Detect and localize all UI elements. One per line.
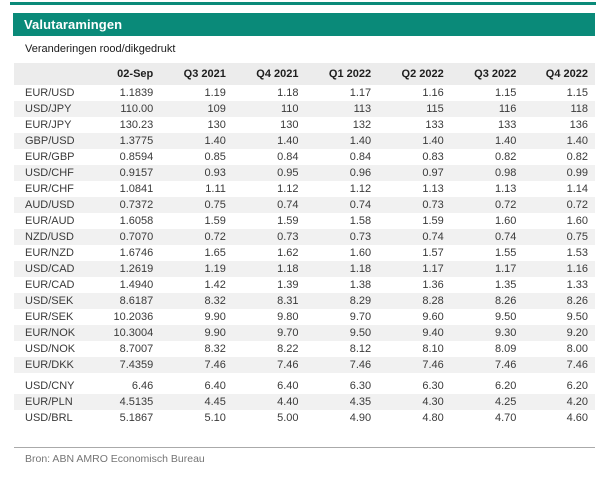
value-cell: 132 [352,119,372,131]
value-cell: 0.74 [232,197,305,213]
value-cell: 1.40 [377,133,450,149]
currency-pair-label: NZD/USD [14,229,87,245]
value-cell: 0.95 [232,165,305,181]
currency-pair-label: USD/CAD [14,261,87,277]
value-cell: 1.60 [494,215,517,227]
value-cell: 0.82 [566,151,588,163]
value-cell: 5.00 [277,412,299,424]
value-cell: 5.1867 [119,412,154,424]
value-cell: 110 [232,101,305,117]
value-cell: 9.70 [349,311,372,323]
table-row [14,325,595,341]
value-cell: 1.39 [277,279,299,291]
value-cell: 1.11 [205,183,226,195]
value-cell: 1.13 [494,183,517,195]
table-row [14,341,595,357]
column-header: Q2 2022 [377,63,450,85]
currency-pair-label: USD/NOK [25,343,76,355]
table-row [14,133,595,149]
value-cell: 7.46 [159,357,232,373]
table-row [14,357,595,373]
value-cell: 0.96 [305,165,378,181]
value-cell: 10.2036 [113,311,154,323]
table-row [14,394,595,410]
value-cell: 0.98 [450,165,523,181]
value-cell: 0.99 [522,165,595,181]
value-cell: 0.73 [377,197,450,213]
value-cell: 1.53 [566,247,588,259]
value-cell: 1.62 [277,247,299,259]
value-cell: 130 [280,119,299,131]
table-row [14,197,595,213]
value-cell: 1.15 [494,87,517,99]
value-cell: 1.36 [422,279,444,291]
currency-pair-label: USD/CHF [14,165,87,181]
table-row [14,277,595,293]
value-cell: 8.00 [566,343,588,355]
value-cell: 1.65 [204,247,226,259]
value-cell: 1.40 [522,133,595,149]
currency-pair-label: EUR/USD [25,87,75,99]
value-cell: 0.73 [305,229,378,245]
value-cell: 8.32 [204,343,226,355]
table-row [14,213,595,229]
value-cell: 1.59 [422,215,444,227]
value-cell: 1.18 [305,261,378,277]
currency-pair-label: EUR/GBP [25,151,75,163]
value-cell: 8.09 [494,343,517,355]
value-cell: 0.74 [377,229,450,245]
value-cell: 1.55 [494,247,517,259]
value-cell: 4.20 [522,394,595,410]
value-cell: 0.85 [204,151,226,163]
value-cell: 8.22 [277,343,299,355]
currency-pair-label: EUR/NOK [14,325,87,341]
fx-forecast-table [14,63,595,426]
value-cell: 0.75 [159,197,232,213]
value-cell: 8.12 [349,343,372,355]
value-cell: 1.6058 [119,215,154,227]
currency-pair-label: EUR/NZD [25,247,74,259]
value-cell: 1.12 [277,183,299,195]
value-cell: 1.17 [349,87,372,99]
currency-pair-label: USD/CNY [25,380,75,392]
value-cell: 1.40 [232,133,305,149]
table-header [14,63,595,85]
value-cell: 9.90 [159,325,232,341]
value-cell: 0.93 [159,165,232,181]
value-cell: 1.17 [450,261,523,277]
table-row [14,293,595,309]
value-cell: 9.50 [566,311,588,323]
currency-pair-label: GBP/USD [14,133,87,149]
value-cell: 9.60 [422,311,444,323]
value-cell: 130 [207,119,226,131]
currency-pair-label: EUR/SEK [25,311,74,323]
table-row [14,245,595,261]
value-cell: 7.46 [450,357,523,373]
column-header: Q4 2022 [522,63,595,85]
value-cell: 9.90 [204,311,226,323]
value-cell: 1.15 [566,87,588,99]
value-cell: 8.29 [305,293,378,309]
value-cell: 7.46 [232,357,305,373]
value-cell: 9.40 [377,325,450,341]
table-row [14,410,595,426]
value-cell: 5.10 [204,412,226,424]
value-cell: 113 [305,101,378,117]
currency-pair-label: USD/SEK [14,293,87,309]
value-cell: 1.38 [349,279,372,291]
value-cell: 0.97 [377,165,450,181]
value-cell: 116 [450,101,523,117]
value-cell: 4.70 [494,412,517,424]
currency-pair-label: EUR/JPY [25,119,72,131]
value-cell: 0.9157 [87,165,160,181]
table-row [14,165,595,181]
value-cell: 1.60 [566,215,588,227]
value-cell: 9.80 [277,311,299,323]
table-row [14,101,595,117]
value-cell: 0.74 [305,197,378,213]
currency-pair-label: EUR/CHF [25,183,74,195]
value-cell: 1.35 [494,279,517,291]
page-title: Valutaramingen [24,17,123,32]
subtitle: Veranderingen rood/dikgedrukt [25,43,176,55]
column-header: Q1 2022 [305,63,378,85]
value-cell: 6.30 [349,380,372,392]
column-header: Q3 2021 [159,63,232,85]
value-cell: 0.83 [422,151,444,163]
currency-pair-label: EUR/DKK [14,357,87,373]
value-cell: 1.3775 [87,133,160,149]
value-cell: 4.30 [377,394,450,410]
value-cell: 1.57 [422,247,444,259]
value-cell: 0.75 [522,229,595,245]
source-note: Bron: ABN AMRO Economisch Bureau [25,453,205,465]
value-cell: 1.4940 [119,279,154,291]
value-cell: 1.18 [277,87,299,99]
top-accent-line [10,2,596,5]
table-row [14,378,595,394]
value-cell: 130.23 [119,119,154,131]
value-cell: 0.84 [277,151,299,163]
header-row [14,63,595,85]
value-cell: 109 [159,101,232,117]
value-cell: 7.46 [305,357,378,373]
value-cell: 6.30 [422,380,444,392]
value-cell: 8.28 [377,293,450,309]
value-cell: 9.70 [232,325,305,341]
value-cell: 6.20 [494,380,517,392]
table-row [14,261,595,277]
value-cell: 7.46 [377,357,450,373]
value-cell: 7.4359 [87,357,160,373]
value-cell: 133 [425,119,444,131]
value-cell: 1.14 [566,183,588,195]
value-cell: 0.8594 [119,151,154,163]
value-cell: 9.50 [494,311,517,323]
value-cell: 9.30 [450,325,523,341]
value-cell: 1.58 [349,215,372,227]
value-cell: 0.84 [349,151,372,163]
value-cell: 6.20 [566,380,588,392]
value-cell: 1.33 [566,279,588,291]
value-cell: 8.10 [422,343,444,355]
value-cell: 0.72 [159,229,232,245]
value-cell: 1.40 [159,133,232,149]
value-cell: 4.25 [450,394,523,410]
value-cell: 136 [569,119,588,131]
value-cell: 1.0841 [119,183,154,195]
value-cell: 8.31 [232,293,305,309]
column-header: Q3 2022 [450,63,523,85]
value-cell: 1.40 [450,133,523,149]
value-cell: 1.16 [522,261,595,277]
table-row [14,181,595,197]
value-cell: 1.60 [349,247,372,259]
value-cell: 4.90 [349,412,372,424]
value-cell: 7.46 [522,357,595,373]
value-cell: 4.35 [305,394,378,410]
value-cell: 6.40 [204,380,226,392]
value-cell: 4.5135 [87,394,160,410]
value-cell: 10.3004 [87,325,160,341]
value-cell: 0.73 [232,229,305,245]
value-cell: 1.16 [422,87,444,99]
value-cell: 4.40 [232,394,305,410]
value-cell: 115 [377,101,450,117]
value-cell: 1.59 [277,215,299,227]
value-cell: 0.82 [494,151,517,163]
table-row [14,117,595,133]
value-cell: 0.72 [450,197,523,213]
value-cell: 9.50 [305,325,378,341]
value-cell: 6.46 [131,380,154,392]
value-cell: 1.19 [204,87,226,99]
pair-column-header [14,63,87,85]
value-cell: 1.12 [349,183,372,195]
value-cell: 4.80 [422,412,444,424]
value-cell: 8.26 [450,293,523,309]
table-row [14,229,595,245]
currency-pair-label: EUR/AUD [25,215,75,227]
value-cell: 4.45 [159,394,232,410]
value-cell: 1.42 [204,279,226,291]
table-row [14,85,595,101]
value-cell: 6.40 [277,380,299,392]
value-cell: 8.26 [522,293,595,309]
table-row [14,149,595,165]
value-cell: 0.72 [522,197,595,213]
value-cell: 1.6746 [119,247,154,259]
value-cell: 8.32 [159,293,232,309]
value-cell: 133 [498,119,517,131]
value-cell: 1.2619 [87,261,160,277]
value-cell: 1.17 [377,261,450,277]
table-row [14,309,595,325]
value-cell: 118 [522,101,595,117]
value-cell: 1.59 [204,215,226,227]
value-cell: 1.19 [159,261,232,277]
value-cell: 1.13 [422,183,444,195]
value-cell: 1.1839 [119,87,154,99]
value-cell: 0.74 [450,229,523,245]
value-cell: 1.40 [305,133,378,149]
value-cell: 1.18 [232,261,305,277]
value-cell: 4.60 [566,412,588,424]
footer-divider [14,447,595,448]
currency-pair-label: USD/JPY [14,101,87,117]
value-cell: 9.20 [522,325,595,341]
currency-pair-label: EUR/PLN [14,394,87,410]
column-header: 02-Sep [87,63,160,85]
value-cell: 110.00 [87,101,160,117]
value-cell: 0.7372 [87,197,160,213]
currency-pair-label: AUD/USD [14,197,87,213]
value-cell: 8.6187 [87,293,160,309]
currency-pair-label: EUR/CAD [25,279,75,291]
title-bar [13,13,595,36]
column-header: Q4 2021 [232,63,305,85]
value-cell: 8.7007 [119,343,154,355]
value-cell: 0.7070 [87,229,160,245]
currency-pair-label: USD/BRL [25,412,73,424]
